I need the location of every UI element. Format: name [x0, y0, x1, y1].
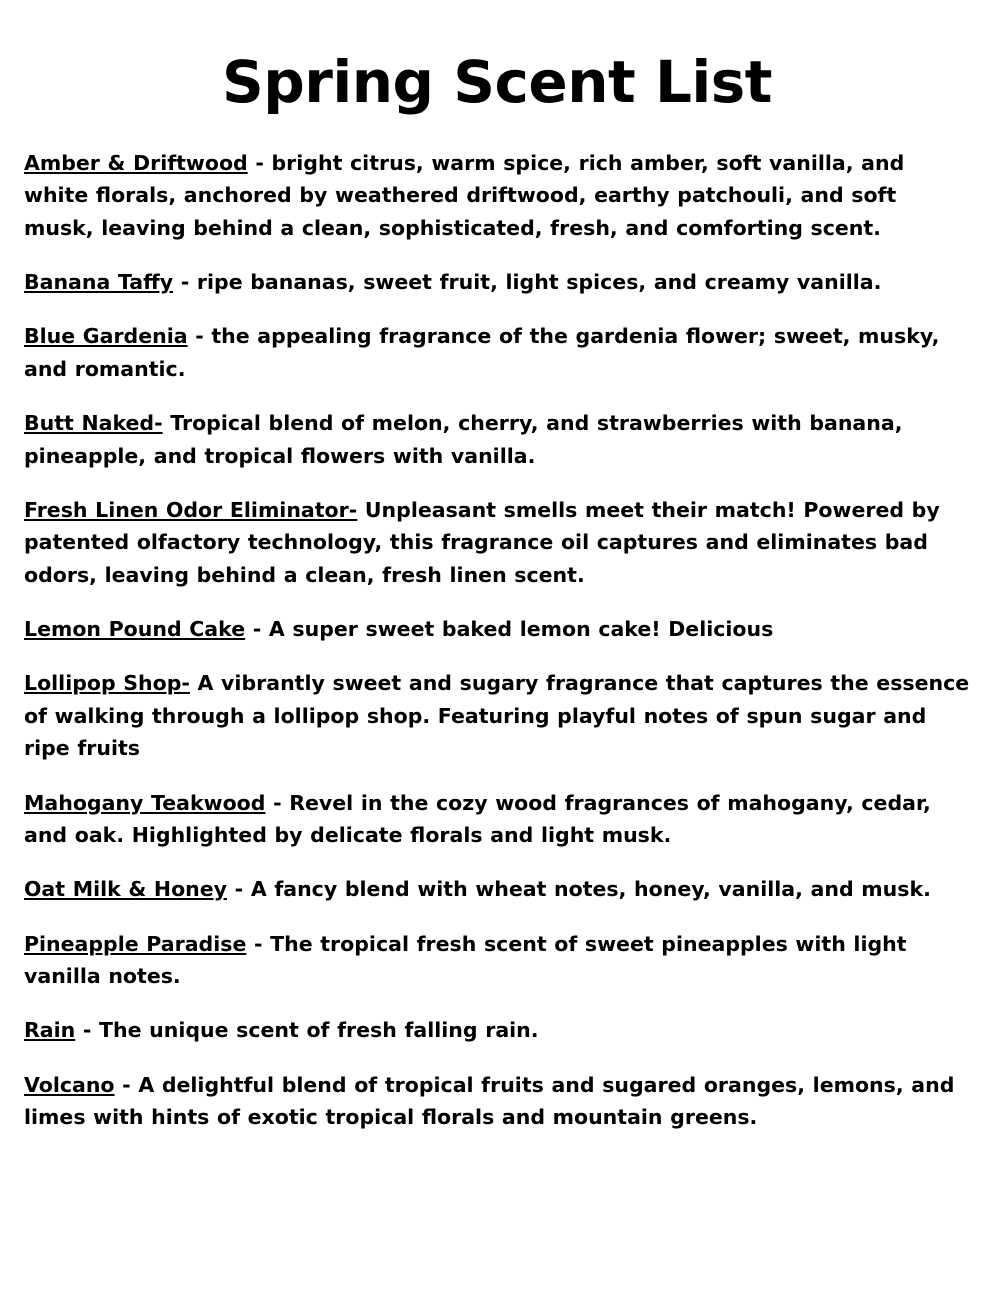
scent-name: Amber & Driftwood [24, 150, 248, 175]
list-item [24, 1069, 970, 1134]
scent-description: - ripe bananas, sweet fruit, light spices, and creamy vanilla. [173, 270, 882, 295]
scent-name: Banana Taffy [24, 270, 174, 295]
list-item [24, 147, 970, 244]
list-item [24, 928, 970, 993]
scent-description: A vibrantly sweet and sugary fragrance that captures the essence of walking through a lollipop shop. Featuring playful notes of spun sugar and ripe fruits [24, 671, 970, 761]
scent-name: Pineapple Paradise [24, 931, 247, 956]
scent-name: Fresh Linen Odor Eliminator- [24, 497, 358, 522]
scent-name: Blue Gardenia [24, 324, 188, 349]
scent-name: Butt Naked- [24, 411, 163, 436]
list-item [24, 266, 970, 298]
scent-name: Rain [24, 1018, 76, 1043]
list-item [24, 494, 970, 591]
scent-name: Lollipop Shop- [24, 671, 190, 696]
list-item [24, 787, 970, 852]
scent-name: Mahogany Teakwood [24, 790, 266, 815]
scent-description: - The unique scent of fresh falling rain. [75, 1018, 539, 1043]
scent-list [24, 147, 970, 1134]
list-item [24, 613, 970, 645]
scent-name: Lemon Pound Cake [24, 617, 246, 642]
scent-name: Oat Milk & Honey [24, 877, 228, 902]
scent-description: - A delightful blend of tropical fruits and sugared oranges, lemons, and limes with hints of exotic tropical florals and mountain greens. [24, 1072, 955, 1130]
scent-description: - A fancy blend with wheat notes, honey, vanilla, and musk. [227, 877, 931, 902]
list-item [24, 407, 970, 472]
list-item [24, 873, 970, 905]
scent-description: Unpleasant smells meet their match! Powered by patented olfactory technology, this fragrance oil captures and eliminates bad odors, leaving behind a clean, fresh linen scent. [24, 497, 940, 587]
scent-description: - bright citrus, warm spice, rich amber, soft vanilla, and white florals, anchored by weathered driftwood, earthy patchouli, and soft musk, leaving behind a clean, sophisticated, fresh, and comforting scent. [24, 150, 905, 240]
list-item [24, 667, 970, 764]
list-item [24, 320, 970, 385]
scent-description: - The tropical fresh scent of sweet pineapples with light vanilla notes. [24, 931, 907, 989]
scent-description: Tropical blend of melon, cherry, and strawberries with banana, pineapple, and tropical flowers with vanilla. [24, 411, 903, 468]
page-title: Spring Scent List [221, 48, 773, 116]
scent-description: - A super sweet baked lemon cake! Delicious [245, 617, 774, 642]
scent-name: Volcano [24, 1072, 115, 1097]
list-item [24, 1014, 970, 1046]
scent-description: - the appealing fragrance of the gardenia flower; sweet, musky, and romantic. [24, 324, 940, 381]
scent-description: - Revel in the cozy wood fragrances of mahogany, cedar, and oak. Highlighted by delicate florals and light musk. [24, 790, 931, 847]
